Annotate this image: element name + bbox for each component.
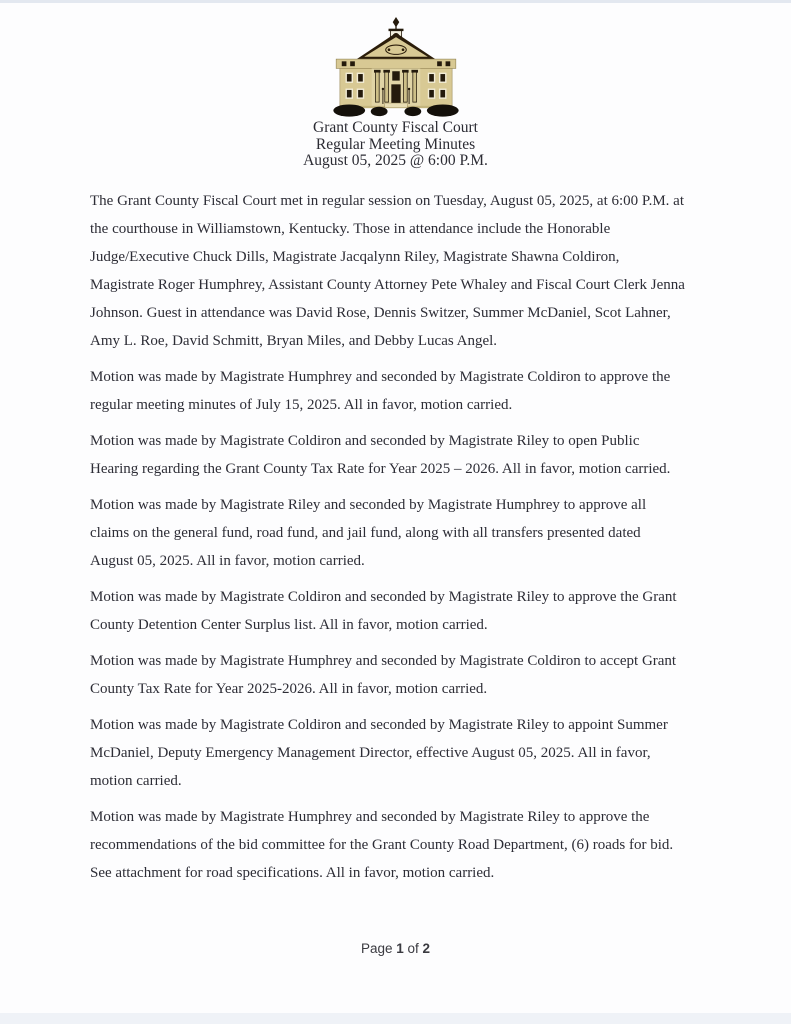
scan-edge-top — [0, 0, 791, 3]
title-line-doc-type: Regular Meeting Minutes — [315, 135, 476, 153]
title-line-datetime: August 05, 2025 @ 6:00 P.M. — [303, 152, 488, 169]
document-header — [0, 0, 791, 170]
footer-total-pages: 2 — [422, 941, 431, 956]
footer-page-number: 1 — [396, 941, 404, 956]
page-footer — [0, 941, 791, 956]
minutes-paragraph-open-public-hearing: Motion was made by Magistrate Coldiron and seconded by Magistrate Riley to open Public Hearing regarding the Grant County Tax Rate for Year 2025 – 2026. All in favor, motion carried. — [90, 432, 671, 477]
minutes-paragraph-surplus-list: Motion was made by Magistrate Coldiron and seconded by Magistrate Riley to approve the Grant County Detention Center Surplus list. All in favor, motion carried. — [90, 588, 677, 633]
footer-of-label: of — [403, 941, 423, 956]
minutes-paragraph-accept-tax-rate: Motion was made by Magistrate Humphrey and seconded by Magistrate Coldiron to accept Grant County Tax Rate for Year 2025-2026. All in favor, motion carried. — [90, 652, 677, 697]
scan-edge-bottom — [0, 1013, 791, 1024]
minutes-paragraph-approve-minutes: Motion was made by Magistrate Humphrey and seconded by Magistrate Coldiron to approve the regular meeting minutes of July 15, 2025. All in favor, motion carried. — [90, 368, 671, 413]
minutes-paragraph-approve-claims: Motion was made by Magistrate Riley and seconded by Magistrate Humphrey to approve all claims on the general fund, road fund, and jail fund, along with all transfers presented dated August 05, 2025. All in favor, motion carried. — [90, 496, 647, 569]
minutes-paragraph-bid-committee: Motion was made by Magistrate Humphrey and seconded by Magistrate Riley to approve the recommendations of the bid committee for the Grant County Road Department, (6) roads for bid. See attachment for road specifications. All in favor, motion carried. — [90, 808, 674, 881]
minutes-paragraph-appoint-director: Motion was made by Magistrate Coldiron and seconded by Magistrate Riley to appoint Summer McDaniel, Deputy Emergency Management Director, effective August 05, 2025. All in favor, motion carried. — [90, 716, 668, 789]
minutes-paragraph-attendance: The Grant County Fiscal Court met in regular session on Tuesday, August 05, 2025, at 6:00 P.M. at the courthouse in Williamstown, Kentucky. Those in attendance include the Honorable Judge/Executive Chuck Dills, Magistrate Jacqalynn Riley, Magistrate Shawna Coldiron, Magistrate Roger Humphrey, Assistant County Attorney Pete Whaley and Fiscal Court Clerk Jenna Johnson. Guest in attendance was David Rose, Dennis Switzer, Summer McDaniel, Scot Lahner, Amy L. Roe, David Schmitt, Bryan Miles, and Debby Lucas Angel. — [90, 192, 685, 349]
footer-page-label: Page — [360, 941, 397, 956]
document-title-block — [0, 120, 791, 170]
minutes-body — [0, 170, 755, 887]
logo-wrap — [0, 17, 791, 118]
title-line-org: Grant County Fiscal Court — [313, 119, 478, 136]
courthouse-icon — [321, 17, 471, 118]
